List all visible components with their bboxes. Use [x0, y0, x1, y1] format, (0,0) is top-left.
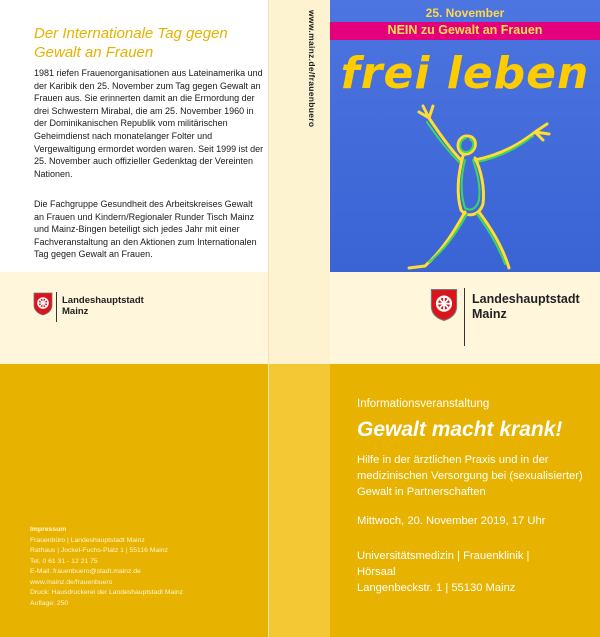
- spine-top: [268, 0, 330, 272]
- event-subtitle: Hilfe in der ärztlichen Praxis und in der medizinischen Versorgung bei (sexualisierter) Gewalt in Partnerschaften: [357, 454, 583, 498]
- impressum-line: Frauenbüro | Landeshauptstadt Mainz: [30, 536, 145, 544]
- logo-line1: Landeshauptstadt: [472, 292, 580, 306]
- event-title: Gewalt macht krank!: [357, 418, 563, 441]
- dancing-figure-illustration: [395, 100, 555, 272]
- impressum-line: www.mainz.de/frauenbuero: [30, 578, 113, 586]
- event-location-line3: Langenbeckstr. 1 | 55130 Mainz: [357, 582, 516, 594]
- impressum-line: Auflage: 250: [30, 599, 69, 607]
- logo-line2: Mainz: [62, 306, 89, 317]
- event-location-line2: Hörsaal: [357, 566, 396, 578]
- logo-divider: [56, 292, 57, 322]
- spine-logo-band: [268, 272, 330, 364]
- info-title-line1: Der Internationale Tag gegen: [34, 25, 228, 42]
- logo-line2: Mainz: [472, 307, 507, 321]
- impressum-line: E-Mail: frauenbuero@stadt.mainz.de: [30, 568, 141, 575]
- event-pretitle: Informationsveranstaltung: [357, 398, 490, 410]
- mainz-wheel-shield-icon: [33, 292, 53, 316]
- impressum-line: Rathaus | Jockel-Fuchs-Platz 1 | 55116 Mainz: [30, 547, 168, 554]
- fold-line: [268, 0, 269, 637]
- impressum-line: Druck: Hausdruckerei der Landeshauptstadt Mainz: [30, 589, 184, 596]
- impressum: [30, 525, 260, 609]
- logo-band-left: [0, 272, 268, 364]
- impressum-line: Tel. 0 61 31 - 12 21 75: [30, 557, 98, 565]
- logo-divider: [464, 288, 465, 346]
- event-location-line1: Universitätsmedizin | Frauenklinik |: [357, 550, 530, 562]
- event-datetime: Mittwoch, 20. November 2019, 17 Uhr: [357, 515, 546, 527]
- info-paragraph-1: 1981 riefen Frauenorganisationen aus Lateinamerika und der Karibik den 25. November zum Tag gegen Gewalt an Frauen aus. Sie erinnerten damit an die Ermordung der drei Schwestern Mirabal, die am 25. November 1960 in der Dominikanischen Republik vom militärischen Geheimdienst nach monatelanger Folter und Vergewaltigung ermordet worden waren. Seit 1999 ist der 25. November auch offizieller Gedenktag der Vereinten Nationen.: [34, 68, 264, 179]
- logo-text-left: [62, 295, 144, 317]
- cover-slogan: frei leben: [340, 48, 590, 99]
- spine-url: [305, 10, 317, 270]
- event-location: [357, 548, 597, 596]
- spine-url-text: www.mainz.de/frauenbuero: [307, 10, 317, 128]
- logo-line1: Landeshauptstadt: [62, 295, 144, 306]
- info-paragraph-2: Die Fachgruppe Gesundheit des Arbeitskreises Gewalt an Frauen und Kindern/Regionaler Runder Tisch Mainz und Mainz-Bingen beteiligt sich jedes Jahr mit einer Fachveranstaltung an den Aktionen zum Internationalen Tag gegen Gewalt an Frauen.: [34, 199, 257, 260]
- impressum-heading: Impressum: [30, 526, 67, 533]
- info-title-line2: Gewalt an Frauen: [34, 44, 154, 61]
- mainz-wheel-shield-icon: [430, 288, 458, 322]
- spine-bottom: [268, 364, 330, 637]
- cover-date: 25. November: [425, 6, 505, 20]
- logo-text-right: [472, 292, 580, 322]
- cover-banner-text: NEIN zu Gewalt an Frauen: [387, 23, 543, 37]
- info-title: [34, 24, 259, 62]
